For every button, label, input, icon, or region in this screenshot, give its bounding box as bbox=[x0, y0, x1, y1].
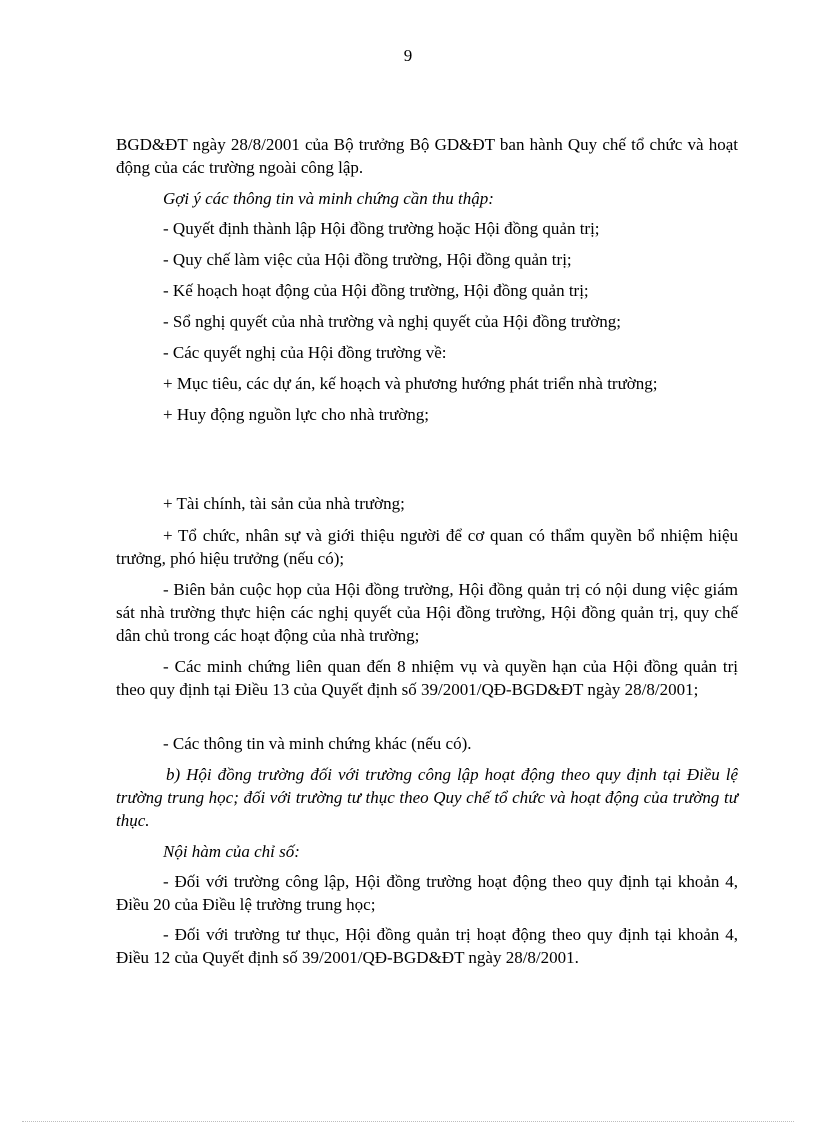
criterion-b-heading: b) Hội đồng trường đối với trường công lập hoạt động theo quy định tại Điều lệ trường trung học; đối với trường tư thục theo Quy chế tổ chức và hoạt động của trường tư thục. bbox=[116, 765, 738, 830]
list-sub-item: + Mục tiêu, các dự án, kế hoạch và phương hướng phát triển nhà trường; bbox=[163, 374, 658, 393]
list-sub-item: + Tài chính, tài sản của nhà trường; bbox=[163, 494, 405, 513]
page-number: 9 bbox=[403, 46, 413, 65]
list-item: - Biên bản cuộc họp của Hội đồng trường, Hội đồng quản trị có nội dung việc giám sát nhà trường thực hiện các nghị quyết của Hội đồng trường, Hội đồng quản trị, quy chế dân chủ trong các hoạt động của nhà trường; bbox=[116, 580, 738, 645]
list-item: - Đối với trường tư thục, Hội đồng quản trị hoạt động theo quy định tại khoản 4, Điều 12 của Quyết định số 39/2001/QĐ-BGD&ĐT ngày 28/8/2001. bbox=[116, 925, 738, 967]
page-bottom-divider bbox=[22, 1121, 794, 1122]
list-item: - Sổ nghị quyết của nhà trường và nghị quyết của Hội đồng trường; bbox=[163, 312, 622, 331]
list-sub-item: + Huy động nguồn lực cho nhà trường; bbox=[163, 405, 429, 424]
list-item: - Quy chế làm việc của Hội đồng trường, Hội đồng quản trị; bbox=[163, 250, 572, 269]
list-item: - Đối với trường công lập, Hội đồng trường hoạt động theo quy định tại khoản 4, Điều 20 của Điều lệ trường trung học; bbox=[116, 872, 738, 914]
list-item: - Kế hoạch hoạt động của Hội đồng trường, Hội đồng quản trị; bbox=[163, 281, 589, 300]
list-item: - Các minh chứng liên quan đến 8 nhiệm vụ và quyền hạn của Hội đồng quản trị theo quy định tại Điều 13 của Quyết định số 39/2001/QĐ-BGD&ĐT ngày 28/8/2001; bbox=[116, 657, 738, 699]
evidence-heading: Gợi ý các thông tin và minh chứng cần thu thập: bbox=[163, 189, 494, 208]
indicator-content-heading: Nội hàm của chỉ số: bbox=[163, 842, 300, 861]
list-item: - Các quyết nghị của Hội đồng trường về: bbox=[163, 343, 447, 362]
paragraph-continuation: BGD&ĐT ngày 28/8/2001 của Bộ trưởng Bộ GD&ĐT ban hành Quy chế tổ chức và hoạt động của các trường ngoài công lập. bbox=[116, 135, 738, 177]
list-sub-item: + Tổ chức, nhân sự và giới thiệu người để cơ quan có thẩm quyền bổ nhiệm hiệu trưởng, phó hiệu trưởng (nếu có); bbox=[116, 526, 738, 568]
list-item: - Các thông tin và minh chứng khác (nếu có). bbox=[163, 734, 472, 753]
list-item: - Quyết định thành lập Hội đồng trường hoặc Hội đồng quản trị; bbox=[163, 219, 600, 238]
